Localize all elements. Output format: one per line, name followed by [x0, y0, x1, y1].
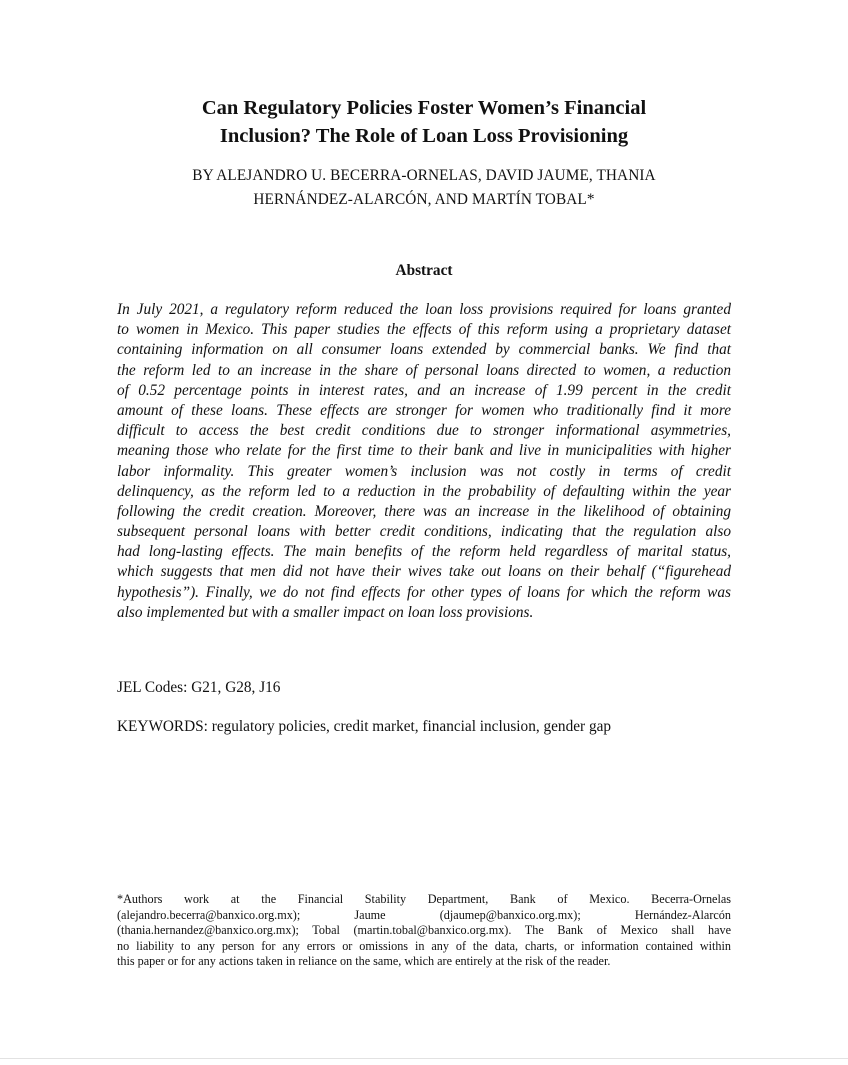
abstract-line: delinquency, as the reform led to a reduction in the probability of defaulting within the year	[117, 482, 731, 500]
paper-title-line-1: Can Regulatory Policies Foster Women’s Financial	[201, 97, 647, 119]
abstract-line: of 0.52 percentage points in interest rates, and an increase of 1.99 percent in the credit	[117, 381, 731, 399]
footnote-line: this paper or for any actions taken in reliance on the same, which are entirely at the risk of the reader.	[117, 954, 611, 969]
abstract-line: difficult to access the best credit conditions due to stronger informational asymmetries,	[117, 422, 731, 440]
footnote-line: (thania.hernandez@banxico.org.mx); Tobal (martin.tobal@banxico.org.mx). The Bank of Mexico shall have	[117, 923, 731, 938]
author-byline	[0, 164, 848, 212]
abstract-line: subsequent personal loans with better credit conditions, indicating that the regulation also	[117, 523, 731, 541]
abstract-line: containing information on all consumer loans extended by commercial banks. We find that	[117, 341, 731, 359]
author-footnote	[117, 892, 731, 970]
footnote-line: (alejandro.becerra@banxico.org.mx); Jaume (djaumep@banxico.org.mx); Hernández-Alarcón	[117, 907, 731, 922]
abstract-line: the reform led to an increase in the share of personal loans directed to women, a reduction	[117, 361, 731, 379]
jel-codes: JEL Codes: G21, G28, J16	[117, 679, 281, 696]
abstract-line: labor informality. This greater women’s inclusion was not costly in terms of credit	[117, 462, 731, 480]
abstract-line: meaning those who relate for the first time to their bank and live in municipalities with higher	[117, 442, 731, 460]
keywords: KEYWORDS: regulatory policies, credit market, financial inclusion, gender gap	[117, 718, 612, 735]
abstract-line: following the credit creation. Moreover, there was an increase in the likelihood of obtaining	[117, 502, 731, 520]
footnote-line: no liability to any person for any errors or omissions in any of the data, charts, or information contained within	[117, 938, 731, 953]
abstract-line: In July 2021, a regulatory reform reduced the loan loss provisions required for loans granted	[117, 301, 731, 318]
abstract-heading: Abstract	[395, 262, 453, 279]
author-line-1: BY ALEJANDRO U. BECERRA-ORNELAS, DAVID JAUME, THANIA	[192, 167, 656, 184]
abstract-body	[117, 300, 731, 623]
abstract-line: amount of these loans. These effects are stronger for women who traditionally find it more	[117, 401, 731, 419]
abstract-line: to women in Mexico. This paper studies the effects of this reform using a proprietary dataset	[117, 321, 731, 339]
abstract-line: also implemented but with a smaller impact on loan loss provisions.	[117, 603, 534, 621]
abstract-line: hypothesis”). Finally, we do not find effects for other types of loans for which the reform was	[117, 583, 731, 601]
page-bottom-divider	[0, 1058, 848, 1059]
abstract-line: had long-lasting effects. The main benefits of the reform held regardless of marital status,	[117, 543, 731, 561]
author-line-2: HERNÁNDEZ-ALARCÓN, AND MARTÍN TOBAL*	[253, 191, 595, 208]
footnote-line: *Authors work at the Financial Stability Department, Bank of Mexico. Becerra-Ornelas	[117, 892, 731, 906]
paper-title	[0, 94, 848, 150]
paper-title-line-2: Inclusion? The Role of Loan Loss Provisioning	[219, 125, 629, 147]
abstract-line: which suggests that men did not have their wives take out loans on their behalf (“figurehead	[117, 563, 731, 581]
